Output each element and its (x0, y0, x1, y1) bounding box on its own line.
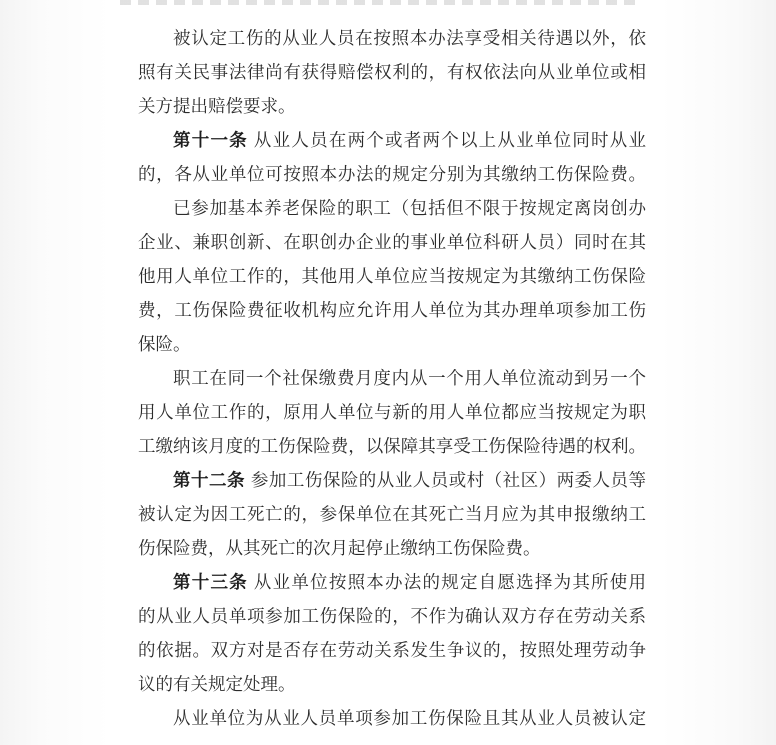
text-line (138, 226, 646, 260)
text-line (138, 260, 646, 294)
text-line (138, 430, 646, 464)
text-line (138, 192, 646, 226)
text-line (138, 362, 646, 396)
text-line (138, 124, 646, 158)
line-text: 的依据。双方对是否存在劳动关系发生争议的，按照处理劳动争 (138, 641, 646, 661)
line-text: 关方提出赔偿要求。 (138, 97, 296, 117)
line-text: 议的有关规定处理。 (138, 675, 296, 695)
line-text: 职工在同一个社保缴费月度内从一个用人单位流动到另一个 (173, 369, 646, 389)
line-text: 参加工伤保险的从业人员或村（社区）两委人员等 (250, 471, 646, 491)
text-line (138, 532, 646, 566)
line-text: 照有关民事法律尚有获得赔偿权利的，有权依法向从业单位或相 (138, 63, 646, 83)
line-text: 从业单位按照本办法的规定自愿选择为其所使用 (253, 573, 646, 593)
line-text: 被认定为因工死亡的，参保单位在其死亡当月应为其申报缴纳工 (138, 505, 646, 525)
text-line (138, 158, 646, 192)
line-text: 从业单位为从业人员单项参加工伤保险且其从业人员被认定 (173, 709, 646, 729)
text-line (138, 668, 646, 702)
line-text: 用人单位工作的，原用人单位与新的用人单位都应当按规定为职 (138, 403, 646, 423)
text-line (138, 90, 646, 124)
line-text: 伤保险费，从其死亡的次月起停止缴纳工伤保险费。 (138, 539, 541, 559)
line-text: 被认定工伤的从业人员在按照本办法享受相关待遇以外，依 (173, 29, 646, 49)
text-line (138, 702, 646, 736)
line-text: 从业人员在两个或者两个以上从业单位同时从业 (253, 131, 646, 151)
article-label: 第十二条 (173, 471, 245, 491)
text-line (138, 328, 646, 362)
line-text: 他用人单位工作的，其他用人单位应当按规定为其缴纳工伤保险 (138, 267, 646, 287)
paragraph (138, 362, 646, 464)
line-text: 工缴纳该月度的工伤保险费，以保障其享受工伤保险待遇的权利。 (138, 437, 646, 457)
line-text: 保险。 (138, 335, 191, 355)
line-text: 的，各从业单位可按照本办法的规定分别为其缴纳工伤保险费。 (138, 165, 646, 185)
paragraph (138, 566, 646, 702)
paragraph (138, 464, 646, 566)
text-line (138, 464, 646, 498)
text-line (138, 566, 646, 600)
text-line (138, 294, 646, 328)
document-body (138, 22, 646, 736)
line-text: 企业、兼职创新、在职创办企业的事业单位科研人员）同时在其 (138, 233, 646, 253)
paragraph (138, 124, 646, 192)
cut-off-previous-line (120, 0, 640, 5)
text-line (138, 600, 646, 634)
paragraph (138, 702, 646, 736)
article-label: 第十三条 (173, 573, 248, 593)
text-line (138, 56, 646, 90)
text-line (138, 22, 646, 56)
article-label: 第十一条 (173, 131, 248, 151)
line-text: 的从业人员单项参加工伤保险的，不作为确认双方存在劳动关系 (138, 607, 646, 627)
text-line (138, 498, 646, 532)
paragraph (138, 192, 646, 362)
text-line (138, 634, 646, 668)
paragraph (138, 22, 646, 124)
line-text: 费，工伤保险费征收机构应允许用人单位为其办理单项参加工伤 (138, 301, 646, 321)
line-text: 已参加基本养老保险的职工（包括但不限于按规定离岗创办 (173, 199, 646, 219)
text-line (138, 396, 646, 430)
